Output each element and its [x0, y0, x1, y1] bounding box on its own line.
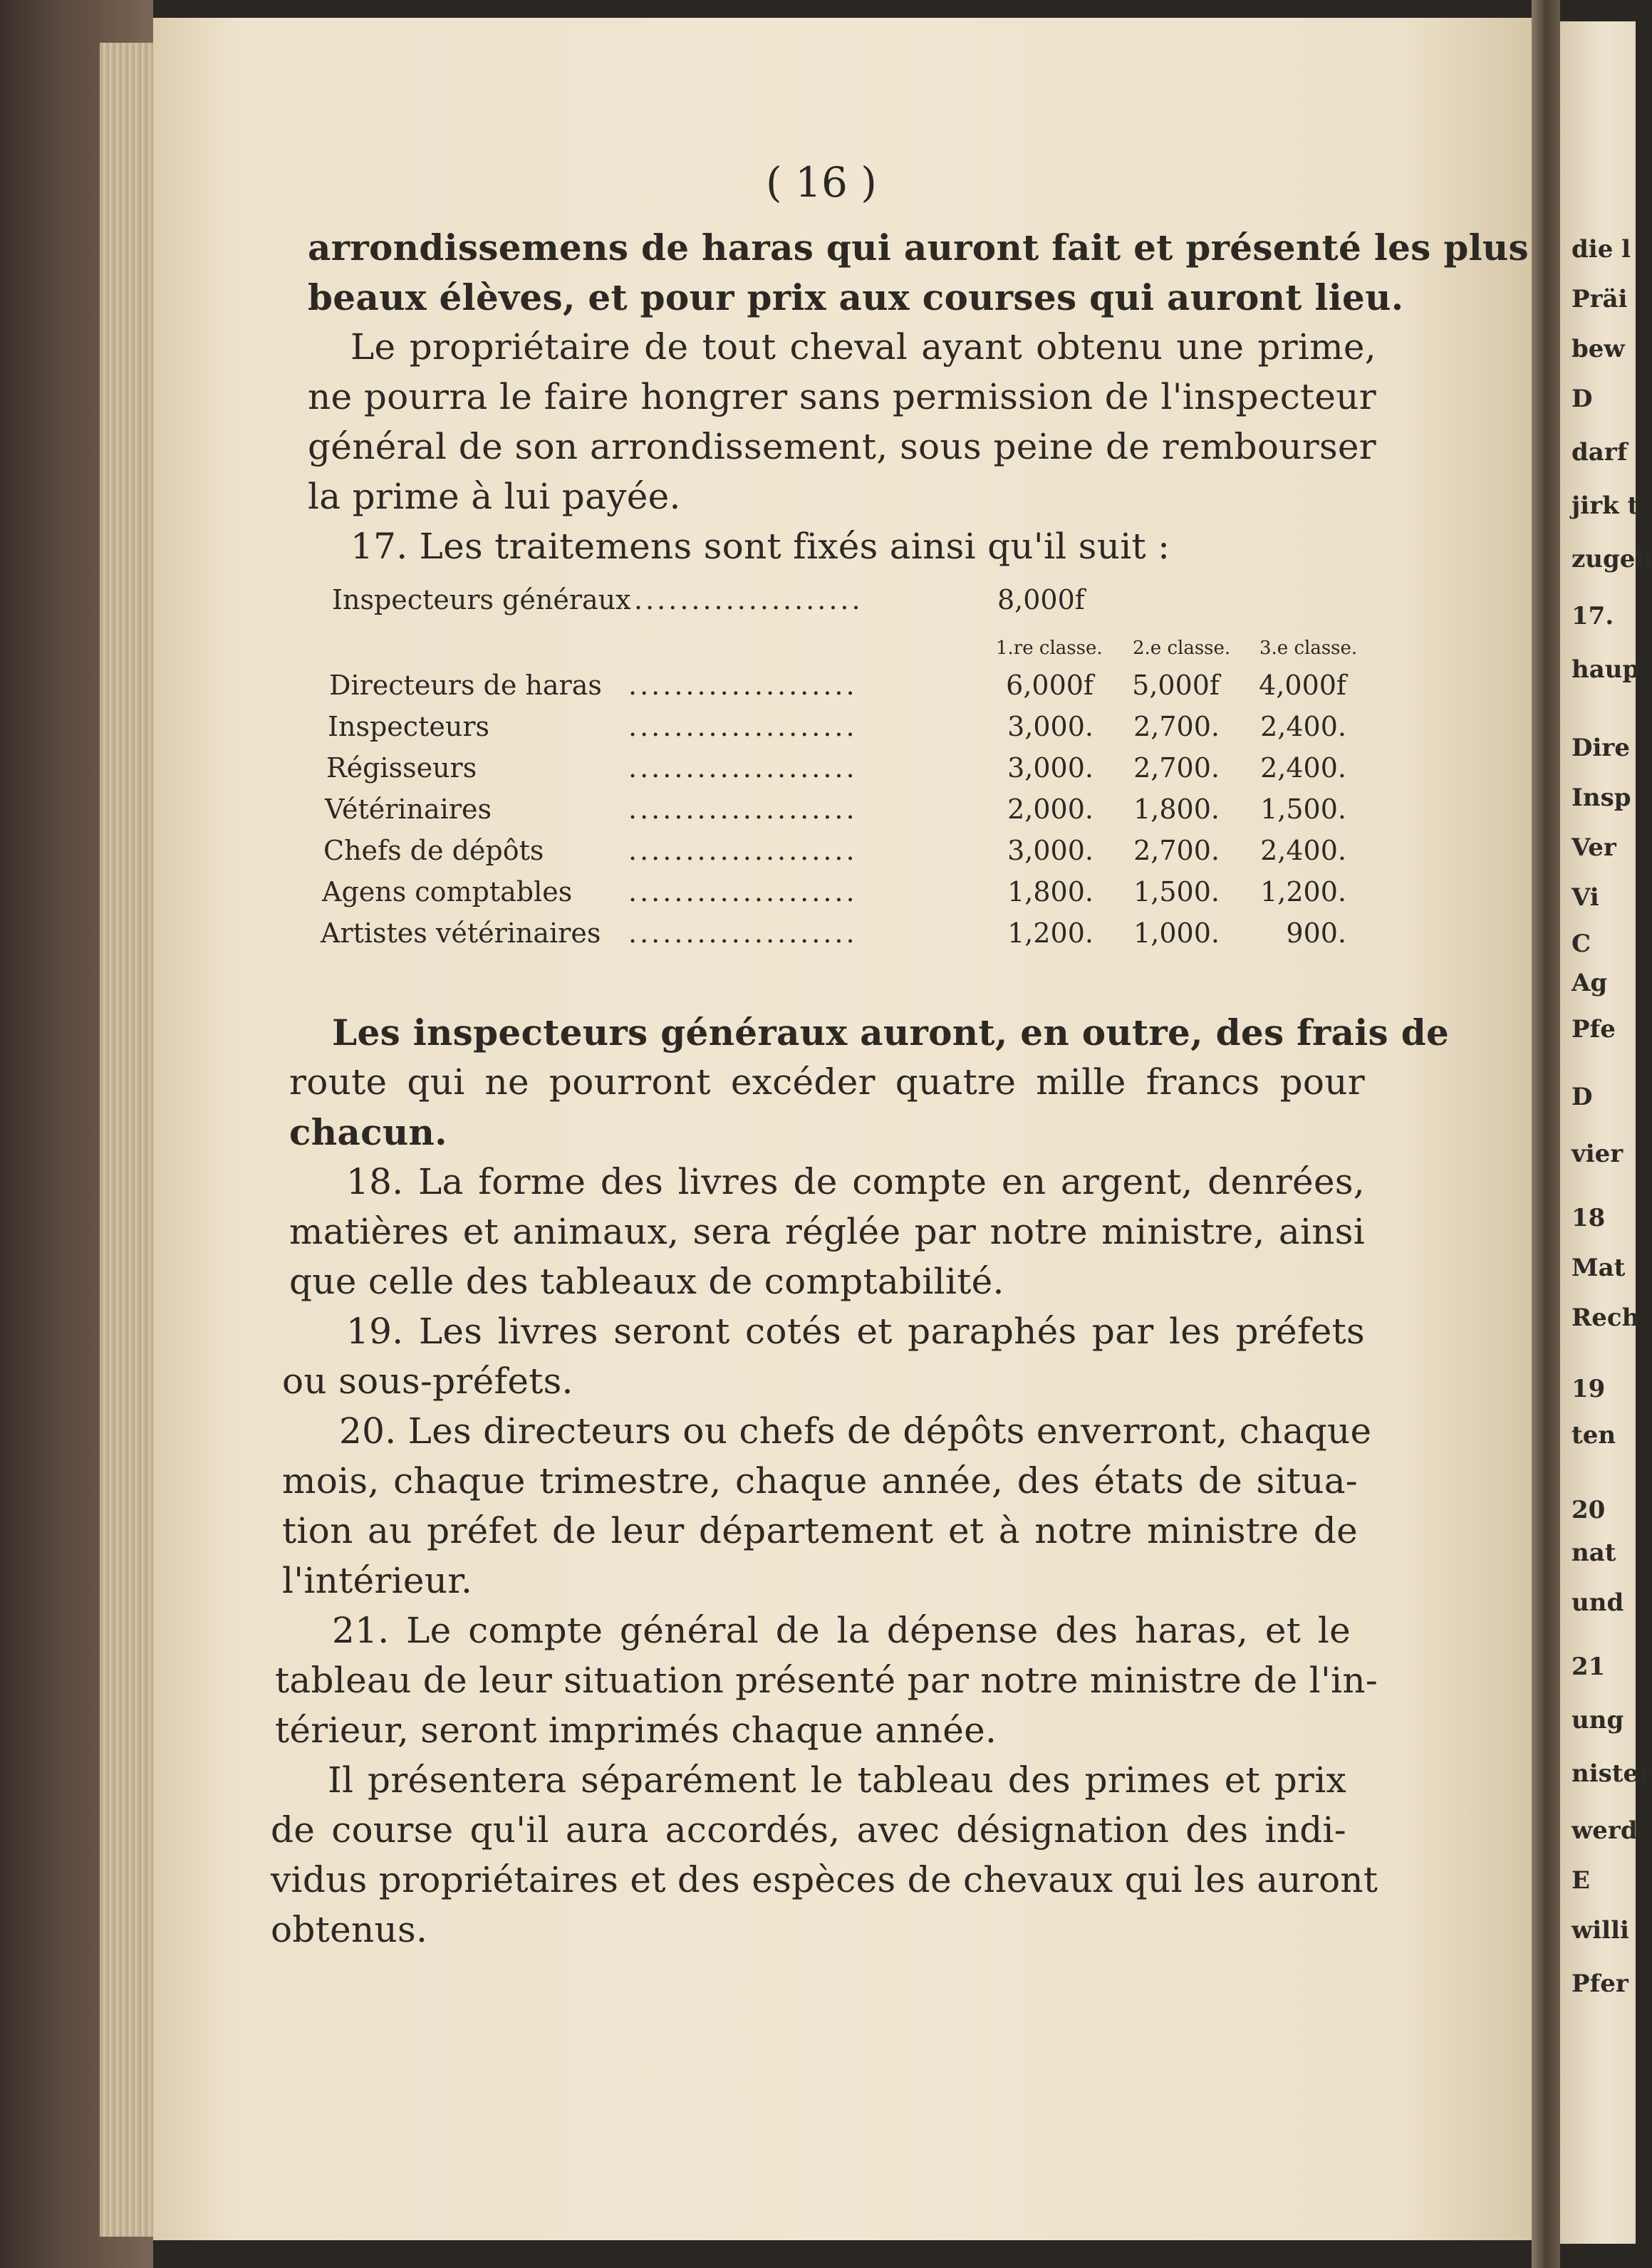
facing-page-text: Präi — [1572, 285, 1628, 313]
text-line: chacun. — [289, 1111, 447, 1153]
table-cell: 8,000f — [997, 584, 1085, 615]
column-header: 2.e classe. — [1133, 638, 1231, 659]
text-line: mois, chaque trimestre, chaque année, des états de situa- — [282, 1460, 1358, 1502]
leader-dots: .................... — [628, 835, 858, 866]
article-19: 19. Les livres seront cotés et paraphés par les préfets — [346, 1311, 1365, 1352]
text-line: que celle des tableaux de comptabilité. — [289, 1261, 1004, 1302]
table-row-label: Régisseurs — [326, 752, 477, 784]
facing-page-text: nat — [1572, 1539, 1616, 1567]
facing-page-fragment — [1560, 21, 1652, 2244]
table-cell: 1,800. — [1007, 876, 1093, 907]
text-line: de course qu'il aura accordés, avec désignation des indi- — [271, 1809, 1346, 1851]
text-line: route qui ne pourront excéder quatre mille francs pour — [289, 1061, 1365, 1103]
text-line: obtenus. — [271, 1909, 428, 1950]
facing-page-text: und — [1572, 1588, 1624, 1617]
facing-page-text: haup — [1572, 655, 1640, 684]
facing-page-text: 17. — [1572, 602, 1614, 630]
facing-page-text: vier — [1572, 1140, 1624, 1168]
facing-page-text: darf — [1572, 438, 1628, 467]
table-cell: 2,700. — [1133, 752, 1220, 784]
text-line: l'intérieur. — [282, 1560, 473, 1601]
facing-page-text: 20 — [1572, 1496, 1606, 1524]
facing-page-text: Rech — [1572, 1304, 1640, 1332]
table-cell: 900. — [1286, 917, 1346, 949]
table-cell: 2,400. — [1260, 711, 1346, 742]
table-cell: 2,400. — [1260, 752, 1346, 784]
page-number: ( 16 ) — [766, 158, 877, 207]
text-line: beaux élèves, et pour prix aux courses qui auront lieu. — [308, 276, 1404, 318]
column-header: 1.re classe. — [996, 638, 1103, 659]
facing-page-text: bew — [1572, 335, 1625, 363]
facing-page-text: zugeb — [1572, 545, 1652, 573]
text-line: tion au préfet de leur département et à notre ministre de — [282, 1510, 1358, 1551]
text-line: Il présentera séparément le tableau des primes et prix — [328, 1759, 1346, 1801]
text-line: la prime à lui payée. — [308, 476, 681, 517]
table-row-label: Artistes vétérinaires — [321, 917, 601, 949]
facing-page-text: Dire — [1572, 734, 1630, 762]
facing-page-text: werd — [1572, 1816, 1638, 1845]
leader-dots: .................... — [628, 670, 858, 701]
facing-page-text: E — [1572, 1866, 1590, 1895]
table-cell: 1,800. — [1133, 794, 1220, 825]
text-line: ne pourra le faire hongrer sans permission de l'inspecteur — [308, 376, 1376, 417]
article-20: 20. Les directeurs ou chefs de dépôts enverront, chaque — [339, 1410, 1372, 1452]
table-cell: 1,500. — [1260, 794, 1346, 825]
facing-page-text: 21 — [1572, 1653, 1606, 1681]
article-21: 21. Le compte général de la dépense des haras, et le — [332, 1610, 1351, 1651]
facing-page-text: Ver — [1572, 833, 1616, 862]
text-line: général de son arrondissement, sous peine de rembourser — [308, 426, 1376, 467]
table-cell: 1,200. — [1007, 917, 1093, 949]
text-line: Le propriétaire de tout cheval ayant obtenu une prime, — [350, 326, 1376, 368]
leader-dots: .................... — [634, 584, 863, 615]
table-cell: 5,000f — [1132, 670, 1220, 701]
facing-page-text: die l — [1572, 235, 1631, 264]
text-line: ou sous-préfets. — [282, 1361, 573, 1402]
table-row-label: Vétérinaires — [325, 794, 492, 825]
table-cell: 6,000f — [1006, 670, 1093, 701]
table-cell: 1,500. — [1133, 876, 1220, 907]
column-header: 3.e classe. — [1259, 638, 1358, 659]
facing-page-text: Vi — [1572, 883, 1599, 912]
leader-dots: .................... — [628, 917, 858, 949]
text-line: térieur, seront imprimés chaque année. — [275, 1710, 997, 1751]
table-cell: 2,700. — [1133, 711, 1220, 742]
text-line: vidus propriétaires et des espèces de chevaux qui les auront — [271, 1859, 1378, 1900]
leader-dots: .................... — [628, 752, 858, 784]
table-cell: 1,000. — [1133, 917, 1220, 949]
text-line: Les inspecteurs généraux auront, en outre, des frais de — [332, 1011, 1450, 1054]
text-line: tableau de leur situation présenté par notre ministre de l'in- — [275, 1660, 1378, 1701]
table-cell: 4,000f — [1259, 670, 1346, 701]
table-row-label: Inspecteurs — [328, 711, 489, 742]
leader-dots: .................... — [628, 711, 858, 742]
leader-dots: .................... — [628, 794, 858, 825]
article-17: 17. Les traitemens sont fixés ainsi qu'il suit : — [350, 526, 1170, 567]
facing-page-text: Ag — [1572, 969, 1608, 997]
facing-page-text: Pfer — [1572, 1970, 1628, 1998]
table-row-label: Chefs de dépôts — [323, 835, 544, 866]
facing-page-text: jirk t — [1572, 491, 1639, 520]
table-cell: 2,700. — [1133, 835, 1220, 866]
facing-page-text: Insp — [1572, 784, 1631, 812]
article-18: 18. La forme des livres de compte en argent, denrées, — [346, 1161, 1365, 1202]
facing-page-text: 18 — [1572, 1204, 1606, 1232]
facing-page-text: Pfe — [1572, 1015, 1616, 1044]
text-line: arrondissemens de haras qui auront fait et présenté les plus — [308, 227, 1529, 269]
table-cell: 1,200. — [1260, 876, 1346, 907]
facing-page-text: C — [1572, 930, 1591, 958]
table-cell: 2,400. — [1260, 835, 1346, 866]
leader-dots: .................... — [628, 876, 858, 907]
table-cell: 3,000. — [1007, 835, 1093, 866]
table-cell: 3,000. — [1007, 752, 1093, 784]
facing-page-text: D — [1572, 385, 1593, 413]
table-cell: 2,000. — [1007, 794, 1093, 825]
facing-page-text: D — [1572, 1083, 1593, 1111]
facing-page-text: ten — [1572, 1421, 1616, 1450]
table-row-label: Directeurs de haras — [329, 670, 602, 701]
table-row-label: Agens comptables — [322, 876, 573, 907]
facing-page-text: Mat — [1572, 1254, 1626, 1282]
table-cell: 3,000. — [1007, 711, 1093, 742]
table-row-label: Inspecteurs généraux — [332, 584, 631, 615]
facing-page-text: ung — [1572, 1706, 1624, 1734]
facing-page-text: willi — [1572, 1916, 1629, 1945]
text-line: matières et animaux, sera réglée par notre ministre, ainsi — [289, 1211, 1365, 1252]
facing-page-text: 19 — [1572, 1375, 1606, 1403]
facing-page-text: nister — [1572, 1759, 1652, 1788]
book-gutter — [1532, 0, 1560, 2268]
